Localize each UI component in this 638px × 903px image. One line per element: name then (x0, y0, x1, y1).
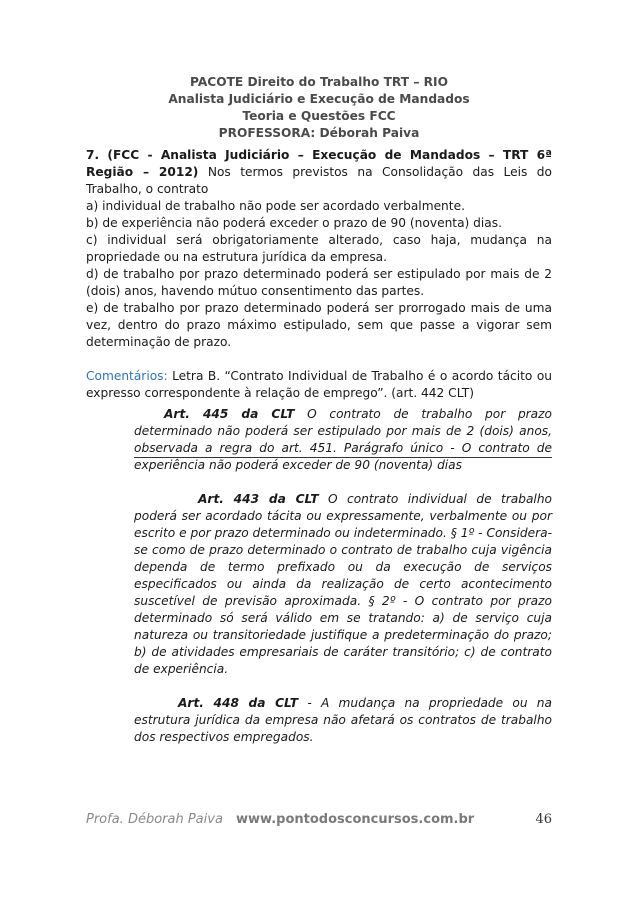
comments-text: Letra B. “Contrato Individual de Trabalho é o acordo tácito ou expresso correspondente à relação de emprego”. (art. 442 CLT) (86, 369, 552, 400)
article-underline (134, 457, 552, 458)
article-443-ref: Art. 443 da CLT (198, 492, 319, 506)
option-a: a) individual de trabalho não pode ser acordado verbalmente. (86, 199, 465, 213)
header-course-title: PACOTE Direito do Trabalho TRT – RIO (190, 75, 448, 89)
header-professor: PROFESSORA: Déborah Paiva (218, 126, 420, 140)
option-c: c) individual será obrigatoriamente alterado, caso haja, mudança na propriedade ou na estrutura jurídica da empresa. (86, 233, 552, 264)
question-block (86, 147, 552, 198)
article-443-text: O contrato individual de trabalho poderá ser acordado tácita ou expressamente, verbalmente ou por escrito e por prazo determinado ou indeterminado. § 1º - Considera-se como de prazo determinado o contrato de trabalho cuja vigência dependa de termo prefixado ou da execução de serviços especificados ou ainda da realização de certo acontecimento suscetível de previsão aproximada. § 2º - O contrato por prazo determinado só será válido em se tratando: a) de serviço cuja natureza ou transitoriedade justifique a predeterminação do prazo; b) de atividades empresariais de caráter transitório; c) de contrato de experiência. (134, 492, 552, 676)
comments-label: Comentários: (86, 369, 168, 383)
article-445-text: O contrato de trabalho por prazo determinado não poderá ser estipulado por mais de 2 (dois) anos, observada a regra do art. 451. Parágrafo único - O contrato de experiência não poderá exceder de 90 (noventa) dias (134, 407, 553, 472)
article-443 (134, 491, 552, 678)
article-445-ref: Art. 445 da CLT (164, 407, 295, 421)
document-header (70, 74, 568, 142)
page-number: 46 (535, 812, 552, 827)
header-position: Analista Judiciário e Execução de Mandados (168, 92, 470, 106)
question-title: 7. (FCC - Analista Judiciário – Execução de Mandados – TRT 6ª Região – 2012) (86, 148, 552, 179)
question-stem: Nos termos previstos na Consolidação das Leis do Trabalho, o contrato (86, 165, 552, 196)
article-448-text: - A mudança na propriedade ou na estrutura jurídica da empresa não afetará os contratos de trabalho dos respectivos empregados. (134, 696, 552, 744)
document-footer (86, 812, 552, 832)
option-b: b) de experiência não poderá exceder o prazo de 90 (noventa) dias. (86, 216, 502, 230)
comments-block (86, 368, 552, 402)
footer-author: Profa. Déborah Paiva (86, 812, 223, 827)
document-body (86, 147, 552, 746)
option-d: d) de trabalho por prazo determinado poderá ser estipulado por mais de 2 (dois) anos, havendo mútuo consentimento das partes. (86, 267, 552, 298)
article-445 (134, 406, 552, 474)
article-448 (134, 695, 552, 746)
article-448-ref: Art. 448 da CLT (178, 696, 299, 710)
option-e: e) de trabalho por prazo determinado poderá ser prorrogado mais de uma vez, dentro do prazo máximo estipulado, sem que passe a vigorar sem determinação de prazo. (86, 301, 552, 349)
footer-website-link[interactable]: www.pontodosconcursos.com.br (236, 812, 475, 827)
header-subtitle: Teoria e Questões FCC (242, 109, 396, 123)
